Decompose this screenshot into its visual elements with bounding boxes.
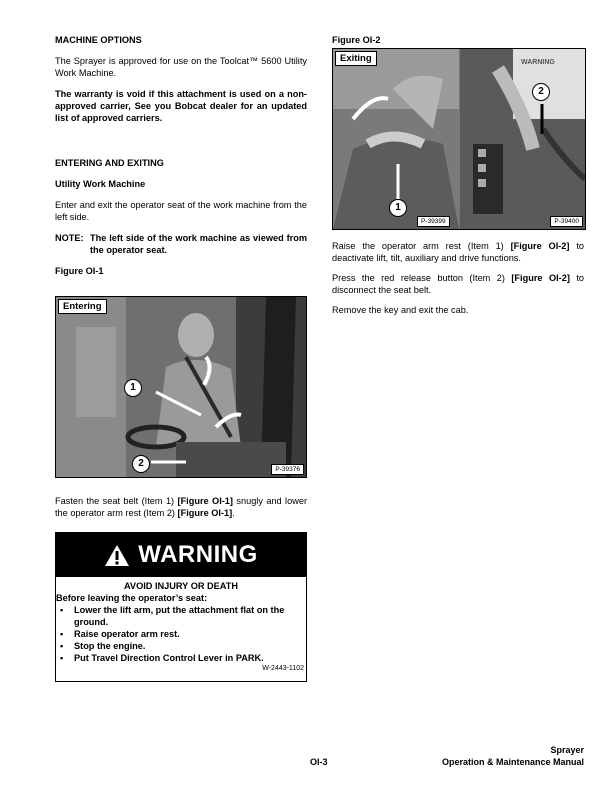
- operator-exiting-illustration: [333, 49, 585, 229]
- figure-ol1-caption: Figure OI-1: [55, 266, 104, 276]
- warning-item: • Put Travel Direction Control Lever in PARK.: [56, 652, 306, 664]
- warning-item: • Stop the engine.: [56, 640, 306, 652]
- warning-title: WARNING: [138, 541, 258, 568]
- warning-item: • Raise operator arm rest.: [56, 628, 306, 640]
- figure-ol2-caption: Figure OI-2: [332, 35, 381, 45]
- press-release-text: [332, 272, 584, 296]
- fasten-ref-1: [Figure OI-1]: [177, 496, 233, 506]
- note: [55, 232, 307, 256]
- machine-options-heading: MACHINE OPTIONS: [55, 35, 142, 45]
- press-text-a: Press the red release button (Item 2): [332, 273, 512, 283]
- warning-banner: [56, 533, 306, 577]
- fasten-text-c: .: [232, 508, 235, 518]
- warning-sign: WARNING: [521, 59, 555, 66]
- entering-body: Enter and exit the operator seat of the work machine from the left side.: [55, 200, 307, 222]
- figure-ol1-callout-2: 2: [132, 455, 150, 473]
- raise-text-a: Raise the operator arm rest (Item 1): [332, 241, 511, 251]
- figure-ol2-callout-2: 2: [532, 83, 550, 101]
- press-ref: [Figure OI-2]: [511, 273, 570, 283]
- warning-code: W-2443-1102: [262, 665, 304, 672]
- fasten-ref-2: [Figure OI-1]: [177, 508, 233, 518]
- warning-content: [56, 577, 306, 672]
- warranty-notice: The warranty is void if this attachment is used on a non-approved carrier, See you Bobcat dealer for an updated list of approved carriers.: [55, 89, 307, 123]
- operator-entering-illustration: [56, 297, 306, 477]
- left-column: [55, 34, 307, 277]
- figure-ol1-callout-1: 1: [124, 379, 142, 397]
- figure-ol2-tag: Exiting: [335, 51, 377, 66]
- warning-lead: Before leaving the operator’s seat:: [56, 593, 208, 603]
- raise-text-b: to deactivate lift, tilt, auxiliary and drive functions.: [332, 241, 584, 263]
- note-label: NOTE:: [55, 233, 84, 243]
- footer-page-number: OI-3: [310, 757, 328, 767]
- warning-subtitle: AVOID INJURY OR DEATH: [123, 581, 238, 591]
- figure-ol1-photo: [55, 296, 307, 478]
- utility-work-machine-subheading: Utility Work Machine: [55, 179, 146, 189]
- press-text-b: to disconnect the seat belt.: [332, 273, 584, 295]
- figure-ol2-photo: [332, 48, 586, 230]
- entering-exiting-heading: ENTERING AND EXITING: [55, 158, 164, 168]
- remove-key-text: Remove the key and exit the cab.: [332, 305, 469, 315]
- warning-box: [55, 532, 307, 682]
- fasten-seat-belt-text: [55, 495, 307, 519]
- figure-ol2-callout-1: 1: [389, 199, 407, 217]
- footer-manual: Operation & Maintenance Manual: [441, 757, 584, 767]
- raise-arm-rest-text: [332, 240, 584, 264]
- figure-ol2-part-number-right: P-39400: [550, 216, 583, 227]
- raise-ref: [Figure OI-2]: [510, 241, 570, 251]
- right-column: [332, 240, 584, 316]
- warning-item: • Lower the lift arm, put the attachment flat on the ground.: [56, 604, 306, 628]
- warning-list: [56, 604, 306, 664]
- note-text: The left side of the work machine as viewed from the operator seat.: [90, 233, 307, 255]
- figure-ol2-part-number-left: P-39399: [417, 216, 450, 227]
- fasten-text-a: Fasten the seat belt (Item 1): [55, 496, 178, 506]
- fasten-text-b: snugly and lower the operator arm rest (Item 2): [55, 496, 308, 518]
- machine-options-body: The Sprayer is approved for use on the Toolcat™ 5600 Utility Work Machine.: [55, 56, 307, 78]
- figure-ol1-part-number: P-39376: [271, 464, 304, 475]
- figure-ol1-tag: Entering: [58, 299, 107, 314]
- warning-triangle-icon: [104, 544, 130, 567]
- footer-product: Sprayer: [550, 745, 584, 755]
